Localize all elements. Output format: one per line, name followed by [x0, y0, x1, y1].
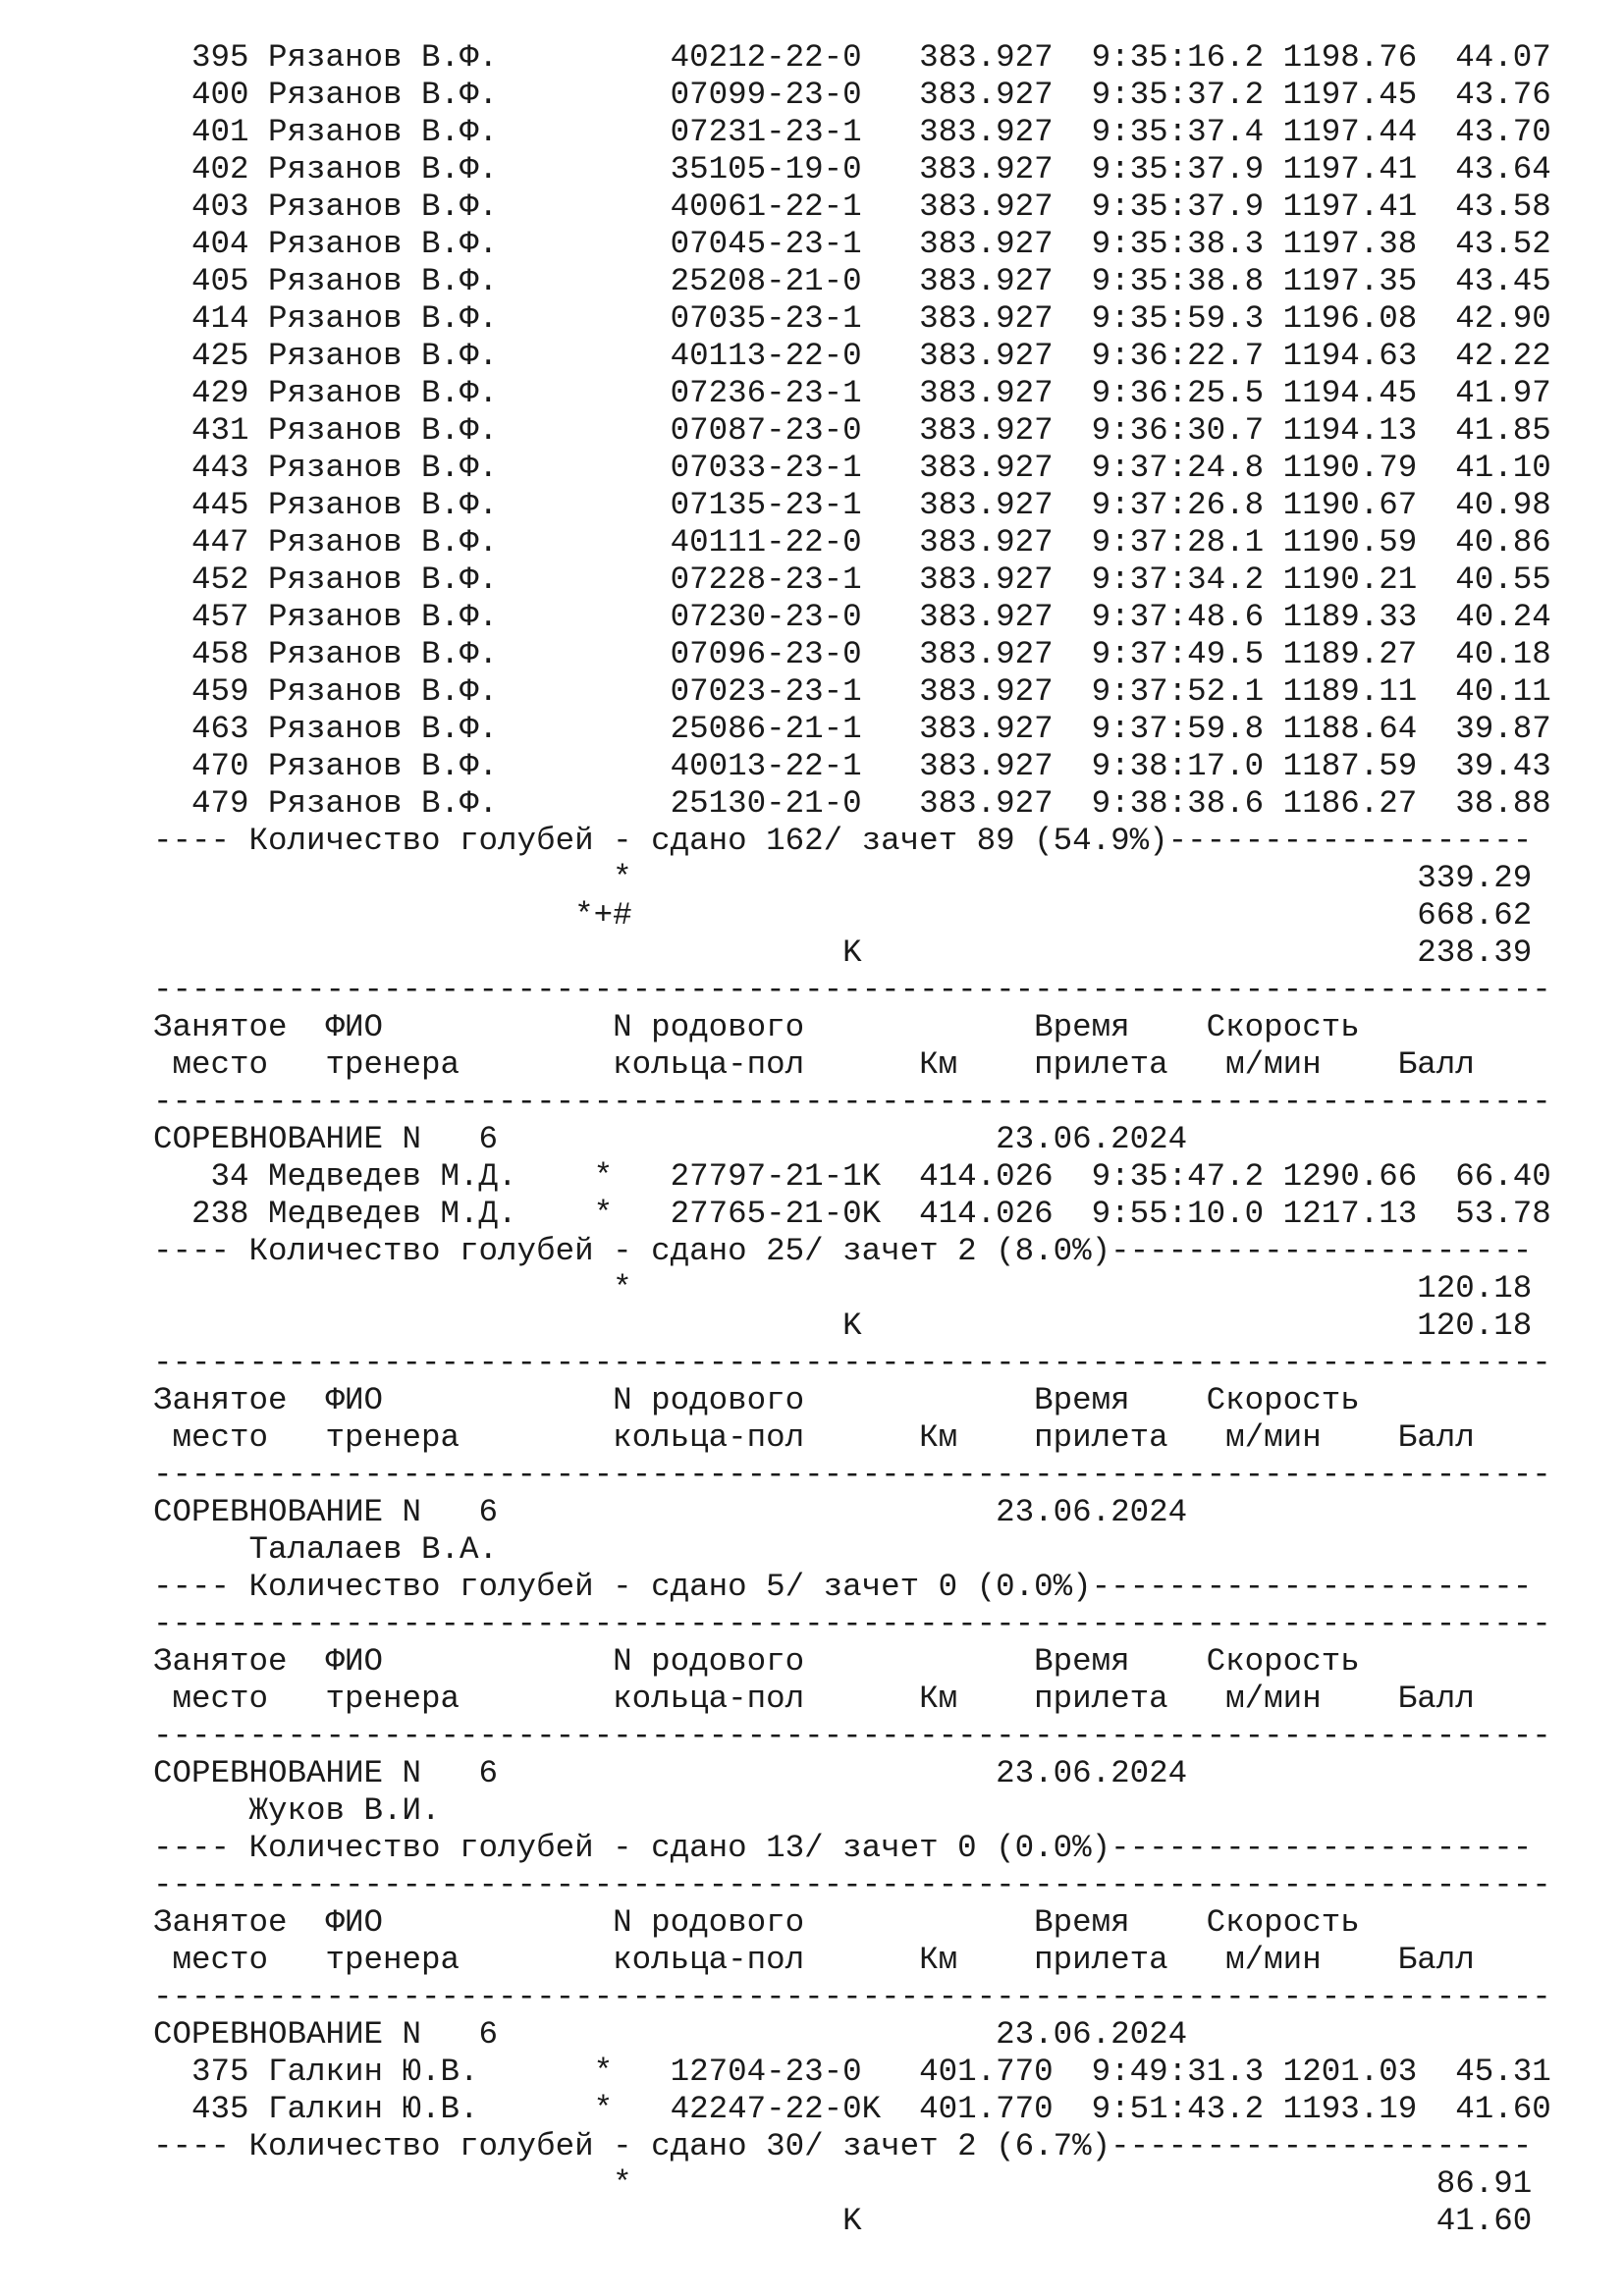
separator-line: -------------------------------------------------------------------------: [153, 1345, 1551, 1381]
total-line: K 120.18: [153, 1308, 1533, 1344]
result-row: 443 Рязанов В.Ф. 07033-23-1 383.927 9:37:24.8 1190.79 41.10: [153, 450, 1551, 486]
total-line: K 41.60: [153, 2203, 1533, 2239]
competition-header: СОРЕВНОВАНИЕ N 6 23.06.2024: [153, 1494, 1188, 1530]
column-header: Занятое ФИО N родового Время Скорость: [153, 1009, 1360, 1045]
result-row: 375 Галкин Ю.В. * 12704-23-0 401.770 9:49:31.3 1201.03 45.31: [153, 2054, 1551, 2090]
result-row: 34 Медведев М.Д. * 27797-21-1K 414.026 9:35:47.2 1290.66 66.40: [153, 1158, 1551, 1195]
result-row: 445 Рязанов В.Ф. 07135-23-1 383.927 9:37:26.8 1190.67 40.98: [153, 487, 1551, 523]
results-report: [153, 39, 1606, 2240]
summary-line: ---- Количество голубей - сдано 25/ зачет 2 (8.0%)----------------------: [153, 1233, 1533, 1269]
fancier-name: Талалаев В.А.: [153, 1531, 499, 1568]
column-header: Занятое ФИО N родового Время Скорость: [153, 1904, 1360, 1941]
fancier-name: Жуков В.И.: [153, 1792, 441, 1829]
result-row: 429 Рязанов В.Ф. 07236-23-1 383.927 9:36:25.5 1194.45 41.97: [153, 375, 1551, 411]
competition-header: СОРЕВНОВАНИЕ N 6 23.06.2024: [153, 1121, 1188, 1157]
result-row: 435 Галкин Ю.В. * 42247-22-0K 401.770 9:51:43.2 1193.19 41.60: [153, 2091, 1551, 2127]
summary-line: ---- Количество голубей - сдано 5/ зачет 0 (0.0%)-----------------------: [153, 1569, 1533, 1605]
result-row: 452 Рязанов В.Ф. 07228-23-1 383.927 9:37:34.2 1190.21 40.55: [153, 561, 1551, 598]
result-row: 463 Рязанов В.Ф. 25086-21-1 383.927 9:37:59.8 1188.64 39.87: [153, 711, 1551, 747]
result-row: 479 Рязанов В.Ф. 25130-21-0 383.927 9:38:38.6 1186.27 38.88: [153, 785, 1551, 822]
result-row: 400 Рязанов В.Ф. 07099-23-0 383.927 9:35:37.2 1197.45 43.76: [153, 77, 1551, 113]
summary-line: ---- Количество голубей - сдано 30/ зачет 2 (6.7%)----------------------: [153, 2128, 1533, 2164]
result-row: 447 Рязанов В.Ф. 40111-22-0 383.927 9:37:28.1 1190.59 40.86: [153, 524, 1551, 561]
total-line: *+# 668.62: [153, 897, 1533, 934]
result-row: 414 Рязанов В.Ф. 07035-23-1 383.927 9:35:59.3 1196.08 42.90: [153, 300, 1551, 337]
separator-line: -------------------------------------------------------------------------: [153, 1979, 1551, 2015]
result-row: 425 Рязанов В.Ф. 40113-22-0 383.927 9:36:22.7 1194.63 42.22: [153, 338, 1551, 374]
result-row: 395 Рязанов В.Ф. 40212-22-0 383.927 9:35:16.2 1198.76 44.07: [153, 39, 1551, 76]
result-row: 238 Медведев М.Д. * 27765-21-0K 414.026 9:55:10.0 1217.13 53.78: [153, 1196, 1551, 1232]
separator-line: -------------------------------------------------------------------------: [153, 1457, 1551, 1493]
result-row: 470 Рязанов В.Ф. 40013-22-1 383.927 9:38:17.0 1187.59 39.43: [153, 748, 1551, 784]
result-row: 457 Рязанов В.Ф. 07230-23-0 383.927 9:37:48.6 1189.33 40.24: [153, 599, 1551, 635]
result-row: 404 Рязанов В.Ф. 07045-23-1 383.927 9:35:38.3 1197.38 43.52: [153, 226, 1551, 262]
result-row: 459 Рязанов В.Ф. 07023-23-1 383.927 9:37:52.1 1189.11 40.11: [153, 673, 1551, 710]
summary-line: ---- Количество голубей - сдано 162/ зачет 89 (54.9%)-------------------: [153, 823, 1533, 859]
result-row: 401 Рязанов В.Ф. 07231-23-1 383.927 9:35:37.4 1197.44 43.70: [153, 114, 1551, 150]
total-line: * 86.91: [153, 2165, 1533, 2202]
total-line: * 339.29: [153, 860, 1533, 896]
separator-line: -------------------------------------------------------------------------: [153, 1084, 1551, 1120]
separator-line: -------------------------------------------------------------------------: [153, 972, 1551, 1008]
separator-line: -------------------------------------------------------------------------: [153, 1718, 1551, 1754]
column-header: место тренера кольца-пол Км прилета м/мин Балл: [153, 1046, 1475, 1083]
column-header: Занятое ФИО N родового Время Скорость: [153, 1382, 1360, 1418]
summary-line: ---- Количество голубей - сдано 13/ зачет 0 (0.0%)----------------------: [153, 1830, 1533, 1866]
result-row: 402 Рязанов В.Ф. 35105-19-0 383.927 9:35:37.9 1197.41 43.64: [153, 151, 1551, 187]
column-header: место тренера кольца-пол Км прилета м/мин Балл: [153, 1681, 1475, 1717]
column-header: Занятое ФИО N родового Время Скорость: [153, 1643, 1360, 1680]
competition-header: СОРЕВНОВАНИЕ N 6 23.06.2024: [153, 1755, 1188, 1791]
separator-line: -------------------------------------------------------------------------: [153, 1867, 1551, 1903]
result-row: 431 Рязанов В.Ф. 07087-23-0 383.927 9:36:30.7 1194.13 41.85: [153, 412, 1551, 449]
competition-header: СОРЕВНОВАНИЕ N 6 23.06.2024: [153, 2016, 1188, 2053]
total-line: * 120.18: [153, 1270, 1533, 1307]
result-row: 405 Рязанов В.Ф. 25208-21-0 383.927 9:35:38.8 1197.35 43.45: [153, 263, 1551, 299]
result-row: 458 Рязанов В.Ф. 07096-23-0 383.927 9:37:49.5 1189.27 40.18: [153, 636, 1551, 672]
result-row: 403 Рязанов В.Ф. 40061-22-1 383.927 9:35:37.9 1197.41 43.58: [153, 188, 1551, 225]
column-header: место тренера кольца-пол Км прилета м/мин Балл: [153, 1419, 1475, 1456]
total-line: K 238.39: [153, 934, 1533, 971]
column-header: место тренера кольца-пол Км прилета м/мин Балл: [153, 1942, 1475, 1978]
separator-line: -------------------------------------------------------------------------: [153, 1606, 1551, 1642]
